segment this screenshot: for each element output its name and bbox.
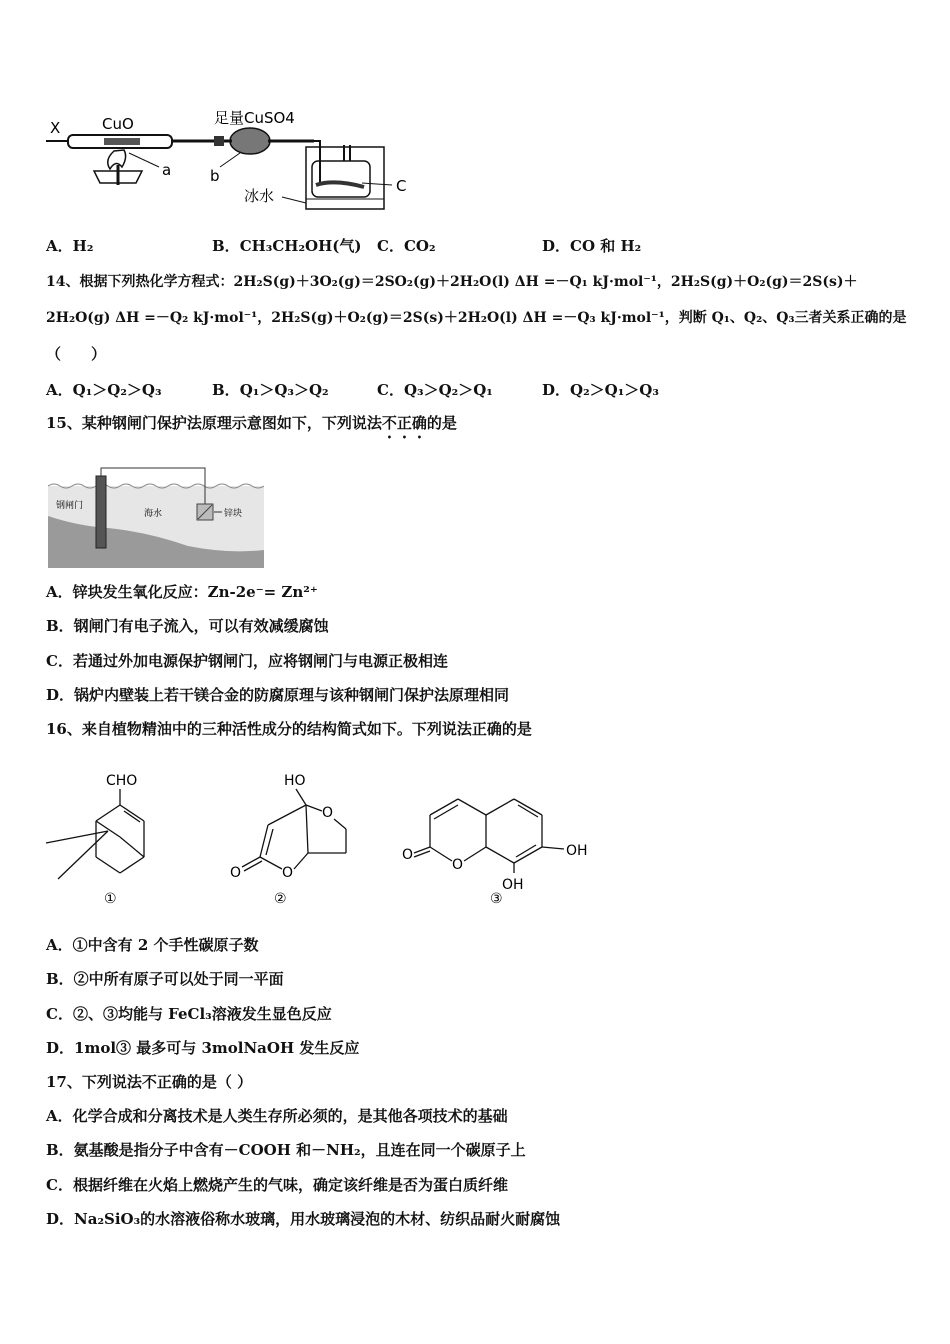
label-cho: CHO [106,773,138,789]
q14-stem-line1: 14、根据下列热化学方程式：2H₂S(g)＋3O₂(g)＝2SO₂(g)＋2H₂O(l) ΔH =－Q₁ kJ·mol⁻¹，2H₂S(g)＋O₂(g)＝2S(s)＋ [46,274,858,290]
label-o1: O [322,805,334,821]
label-num3: ③ [490,891,503,907]
q15-stem-emphasis: 不正确 [381,414,427,432]
q17-option-a: A．化学合成和分离技术是人类生存所必须的，是其他各项技术的基础 [46,1107,508,1125]
label-c: C [396,177,407,195]
label-num1: ① [104,891,117,907]
q17-stem: 17、下列说法不正确的是（ ） [46,1073,253,1091]
label-oh2: OH [502,877,524,893]
label-cuso4: 足量CuSO4 [214,109,295,127]
label-x: X [50,119,61,137]
q14-stem-line2: 2H₂O(g) ΔH =－Q₂ kJ·mol⁻¹，2H₂S(g)＋O₂(g)＝2S(s)＋2H₂O(l) ΔH =－Q₃ kJ·mol⁻¹，判断 Q₁、Q₂、Q₃三者关系正确的是 [46,310,907,326]
label-ice-water: 冰水 [244,187,275,205]
q16-option-a: A．①中含有 2 个手性碳原子数 [46,936,259,954]
label-o3: O [230,865,242,881]
apparatus-diagram [44,105,424,220]
q16-option-d: D．1mol③ 最多可与 3molNaOH 发生反应 [46,1039,360,1057]
label-o5: O [402,847,414,863]
label-ho: HO [284,773,306,789]
q14-option-a: A．Q₁＞Q₂＞Q₃ [46,381,162,399]
q16-option-b: B．②中所有原子可以处于同一平面 [46,970,284,988]
label-cuo: CuO [102,115,134,133]
q17-option-b: B．氨基酸是指分子中含有－COOH 和－NH₂，且连在同一个碳原子上 [46,1141,526,1159]
label-steel-gate: 钢闸门 [56,501,84,511]
q17-option-c: C．根据纤维在火焰上燃烧产生的气味，确定该纤维是否为蛋白质纤维 [46,1176,508,1194]
q14-stem-line3: （ ） [46,345,107,363]
label-o2: O [282,865,294,881]
q15-option-a: A．锌块发生氧化反应：Zn-2e⁻= Zn²⁺ [46,583,318,601]
q14-option-b: B．Q₁＞Q₃＞Q₂ [212,381,329,399]
q13-option-d: D．CO 和 H₂ [542,237,642,255]
q15-option-b: B．钢闸门有电子流入，可以有效减缓腐蚀 [46,617,329,635]
q13-option-a: A．H₂ [46,237,94,255]
q14-option-c: C．Q₃＞Q₂＞Q₁ [377,381,493,399]
q15-option-d: D．锅炉内壁装上若干镁合金的防腐原理与该种钢闸门保护法原理相同 [46,686,510,704]
label-zinc-block: 锌块 [224,509,243,519]
label-o4: O [452,857,464,873]
label-seawater: 海水 [144,509,163,519]
q13-option-c: C．CO₂ [377,237,436,255]
label-num2: ② [274,891,287,907]
label-oh1: OH [566,843,588,859]
structures-diagram [40,765,600,910]
q15-stem: 15、某种钢闸门保护法原理示意图如下，下列说法不正确的是 [46,414,457,432]
q16-option-c: C．②、③均能与 FeCl₃溶液发生显色反应 [46,1005,332,1023]
q15-option-c: C．若通过外加电源保护钢闸门，应将钢闸门与电源正极相连 [46,652,448,670]
label-b: b [210,167,220,185]
q13-option-b: B．CH₃CH₂OH(气) [212,237,362,255]
q17-option-d: D．Na₂SiO₃的水溶液俗称水玻璃，用水玻璃浸泡的木材、纺织品耐火耐腐蚀 [46,1210,561,1228]
steel-gate-diagram [48,466,264,568]
q14-option-d: D．Q₂＞Q₁＞Q₃ [542,381,659,399]
label-a: a [162,161,172,179]
q16-stem: 16、来自植物精油中的三种活性成分的结构简式如下。下列说法正确的是 [46,720,532,738]
